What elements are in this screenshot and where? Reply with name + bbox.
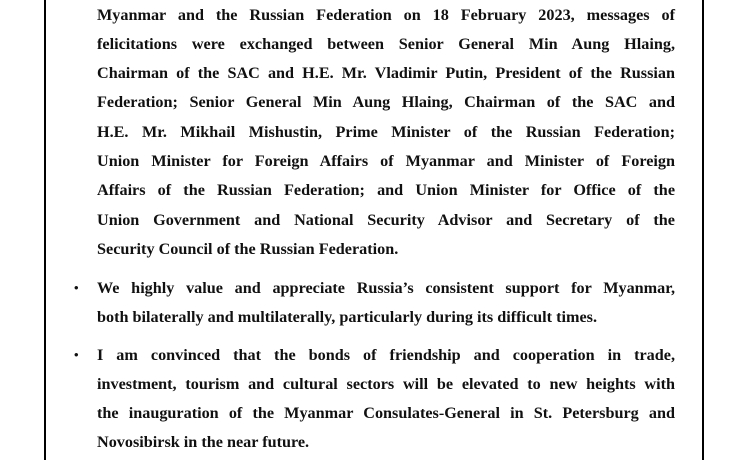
bullet-line: investment, tourism and cultural sectors will be elevated to new heights with bbox=[97, 375, 675, 393]
bullet-marker: • bbox=[74, 347, 79, 362]
bullet-marker: • bbox=[74, 280, 79, 295]
paragraph-line: H.E. Mr. Mikhail Mishustin, Prime Minister of the Russian Federation; bbox=[97, 123, 675, 141]
bullet-line: Novosibirsk in the near future. bbox=[97, 433, 310, 451]
bullet-line: the inauguration of the Myanmar Consulates-General in St. Petersburg and bbox=[97, 404, 675, 422]
paragraph-line: felicitations were exchanged between Senior General Min Aung Hlaing, bbox=[97, 35, 675, 53]
page-border-right bbox=[702, 0, 704, 460]
page-border-left bbox=[44, 0, 46, 460]
paragraph-line: Federation; Senior General Min Aung Hlaing, Chairman of the SAC and bbox=[97, 93, 675, 111]
bullet-line: I am convinced that the bonds of friendship and cooperation in trade, bbox=[97, 346, 675, 364]
bullet-line: both bilaterally and multilaterally, particularly during its difficult times. bbox=[97, 308, 598, 326]
paragraph-line: Myanmar and the Russian Federation on 18 February 2023, messages of bbox=[97, 6, 675, 24]
paragraph-line: Affairs of the Russian Federation; and Union Minister for Office of the bbox=[97, 181, 675, 199]
bullet-line: We highly value and appreciate Russia’s consistent support for Myanmar, bbox=[97, 279, 675, 297]
paragraph-line: Security Council of the Russian Federation. bbox=[97, 240, 399, 258]
paragraph-line: Chairman of the SAC and H.E. Mr. Vladimir Putin, President of the Russian bbox=[97, 64, 675, 82]
paragraph-line: Union Government and National Security Advisor and Secretary of the bbox=[97, 211, 675, 229]
paragraph-line: Union Minister for Foreign Affairs of Myanmar and Minister of Foreign bbox=[97, 152, 675, 170]
